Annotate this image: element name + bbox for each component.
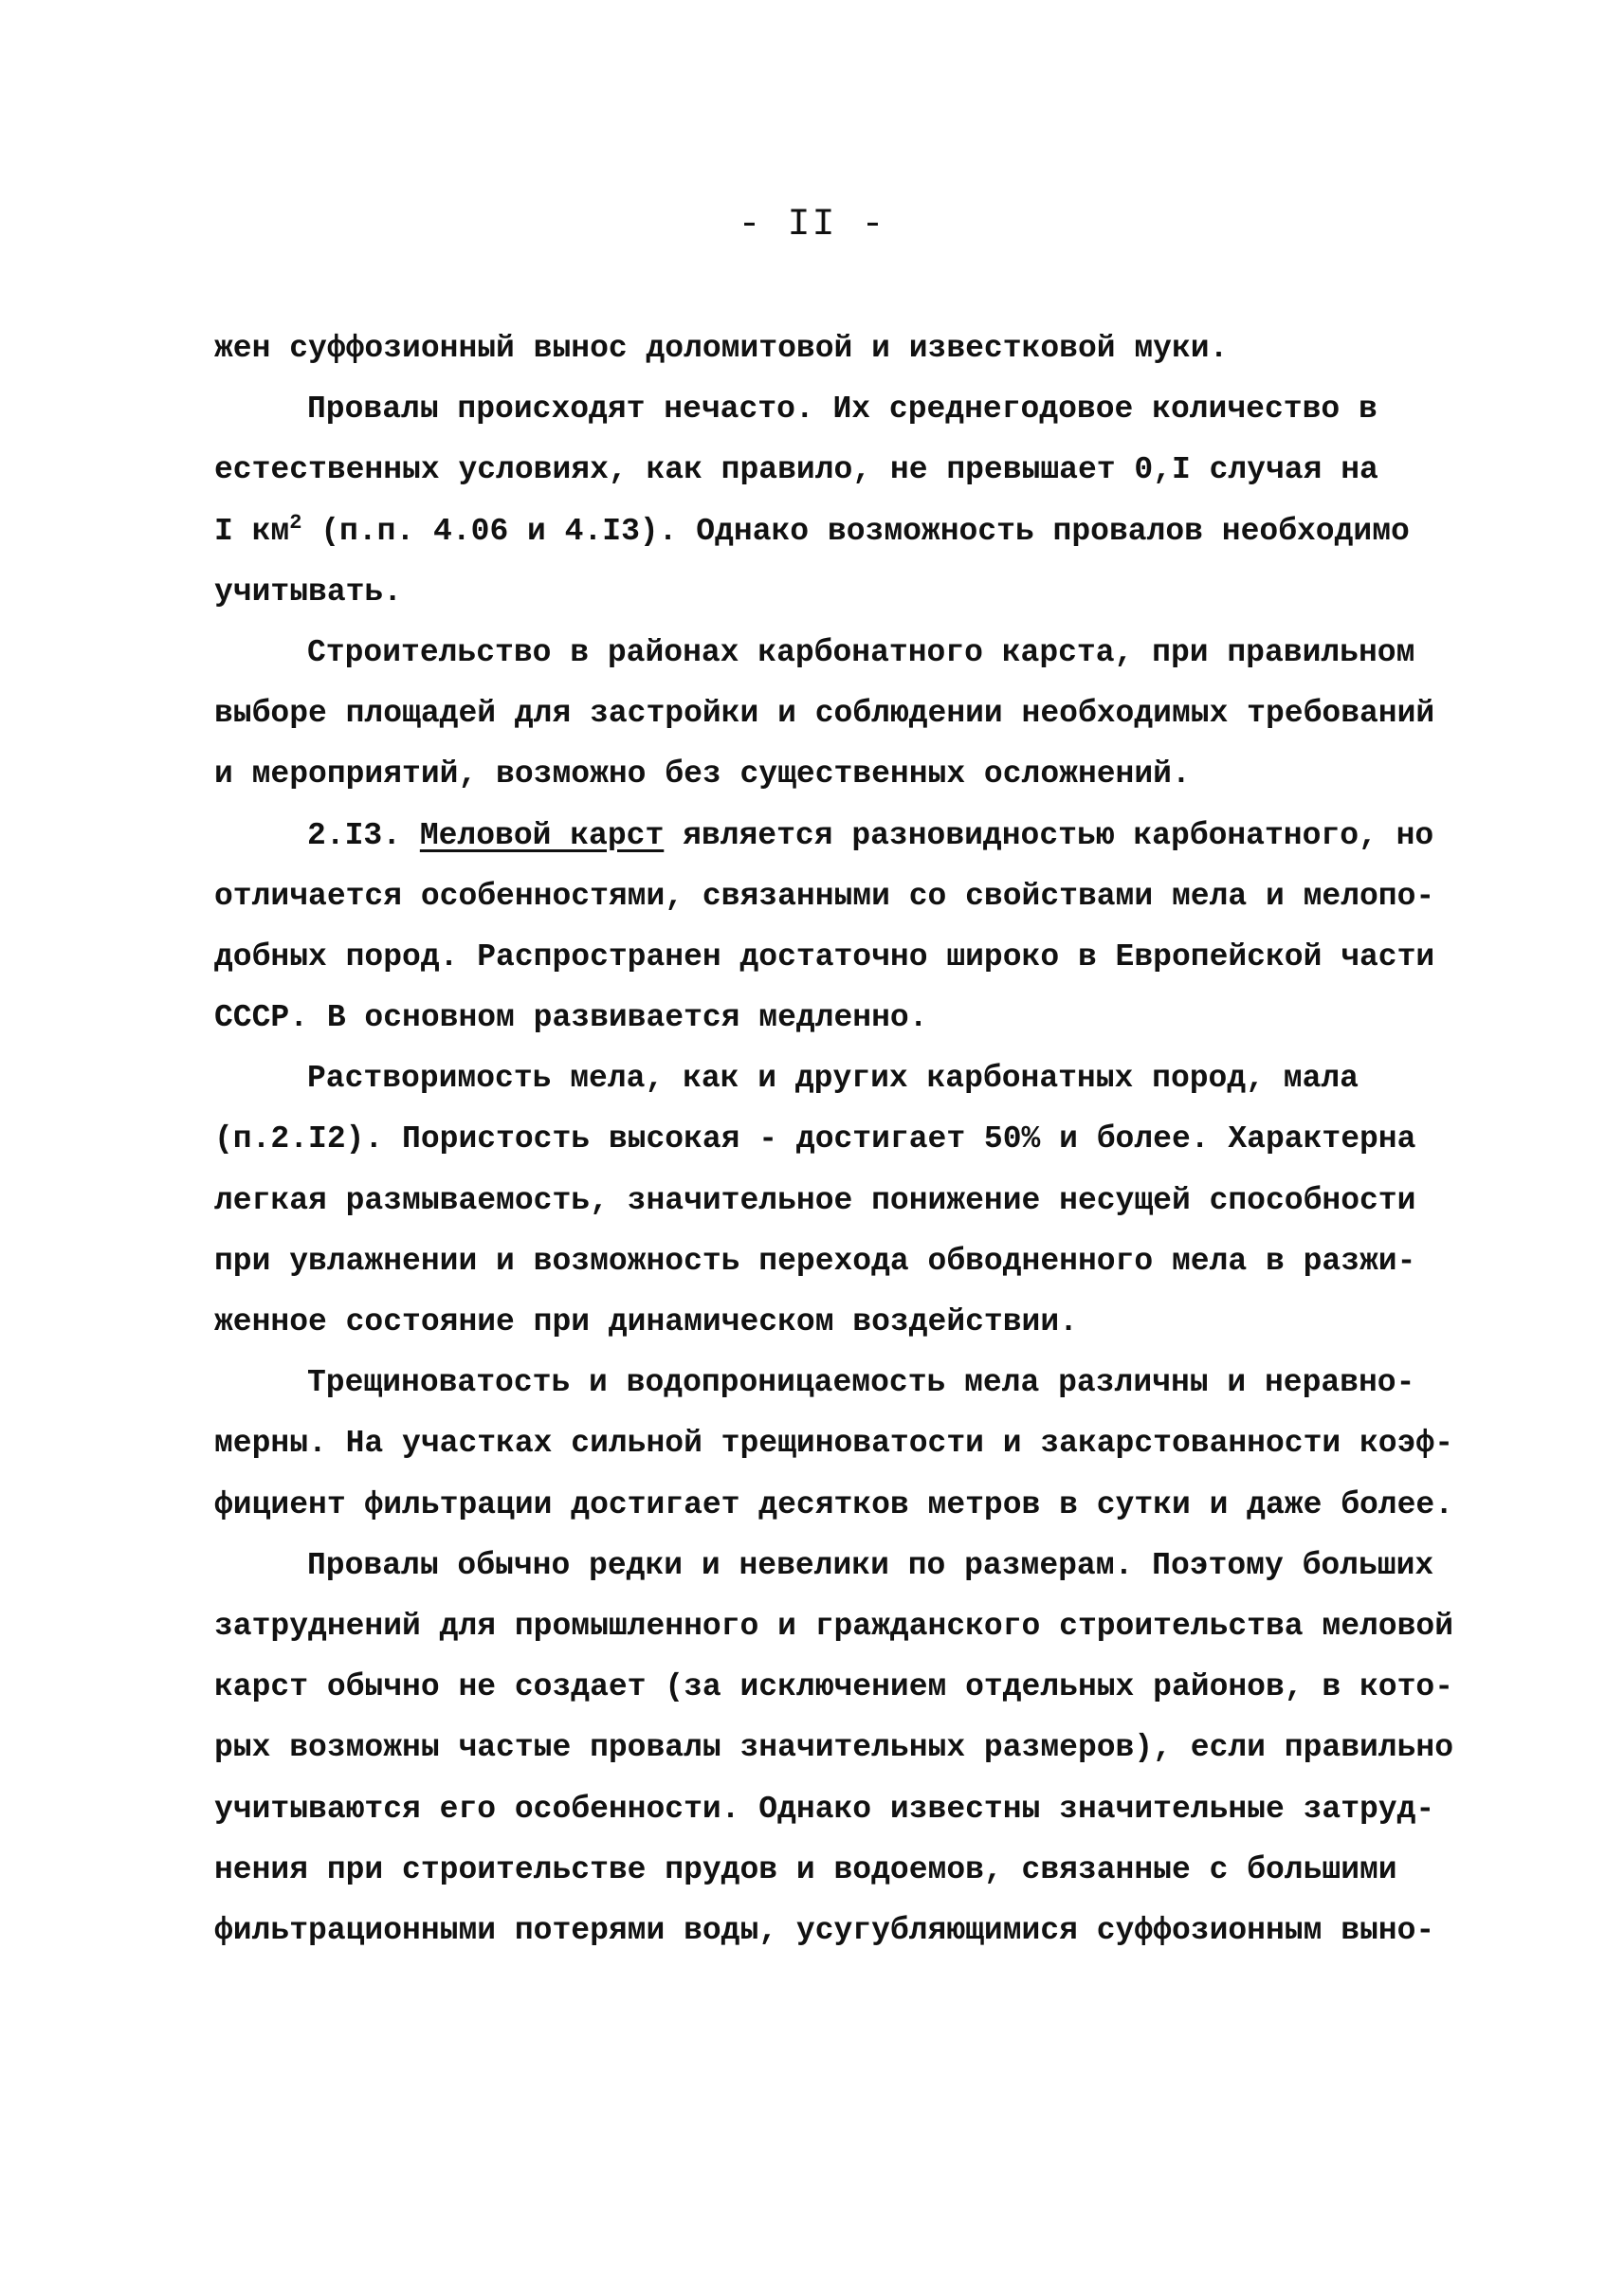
text-line: легкая размываемость, значительное понижение несущей способности	[214, 1182, 1416, 1218]
text-segment: I км	[214, 513, 290, 549]
text-line: (п.2.I2). Пористость высокая - достигает 50% и более. Характерна	[214, 1121, 1416, 1157]
text-line: отличается особенностями, связанными со свойствами мела и мелопо-	[214, 878, 1435, 914]
superscript-exponent: 2	[289, 510, 302, 535]
text-line: рых возможны частые провалы значительных размеров), если правильно	[214, 1730, 1454, 1766]
text-segment: является разновидностью карбонатного, но	[664, 817, 1434, 853]
text-line: фильтрационными потерями воды, усугубляющимися суффозионным выно-	[214, 1912, 1435, 1948]
paragraph-start-line: Растворимость мела, как и других карбонатных пород, мала	[307, 1061, 1359, 1097]
text-line: карст обычно не создает (за исключением отдельных районов, в кото-	[214, 1669, 1454, 1705]
text-line: фициент фильтрации достигает десятков метров в сутки и даже более.	[214, 1486, 1454, 1522]
text-line: выборе площадей для застройки и соблюдении необходимых требований	[214, 696, 1435, 732]
text-line: женное состояние при динамическом воздействии.	[214, 1304, 1078, 1339]
section-heading-line	[214, 806, 1447, 866]
text-line: жен суффозионный вынос доломитовой и известковой муки.	[214, 331, 1229, 366]
text-line-with-superscript	[214, 501, 1447, 562]
text-line: и мероприятий, возможно без существенных осложнений.	[214, 756, 1191, 792]
paragraph-start-line: Провалы происходят нечасто. Их среднегодовое количество в	[307, 392, 1378, 428]
text-line: затруднений для промышленного и гражданского строительства меловой	[214, 1608, 1454, 1644]
text-line: при увлажнении и возможность перехода обводненного мела в разжи-	[214, 1243, 1416, 1279]
text-segment: (п.п. 4.06 и 4.I3). Однако возможность провалов необходимо	[301, 513, 1410, 549]
document-body	[214, 319, 1454, 1961]
text-line: нения при строительстве прудов и водоемов, связанные с большими	[214, 1851, 1397, 1887]
page-number: - II -	[738, 204, 886, 246]
section-number: 2.I3.	[307, 817, 420, 853]
text-line: СССР. В основном развивается медленно.	[214, 1000, 928, 1036]
paragraph-start-line: Трещиноватость и водопроницаемость мела различны и неравно-	[307, 1365, 1415, 1401]
text-line: естественных условиях, как правило, не превышает 0,I случая на	[214, 452, 1378, 488]
paragraph-start-line: Провалы обычно редки и невелики по размерам. Поэтому больших	[307, 1547, 1434, 1583]
text-line: учитывать.	[214, 574, 403, 610]
paragraph-start-line: Строительство в районах карбонатного карста, при правильном	[307, 634, 1415, 670]
text-line: учитываются его особенности. Однако известны значительные затруд-	[214, 1791, 1435, 1827]
text-line: добных пород. Распространен достаточно широко в Европейской части	[214, 938, 1435, 974]
section-term-underlined: Меловой карст	[419, 817, 665, 853]
text-line: мерны. На участках сильной трещиноватости и закарстованности коэф-	[214, 1426, 1454, 1462]
